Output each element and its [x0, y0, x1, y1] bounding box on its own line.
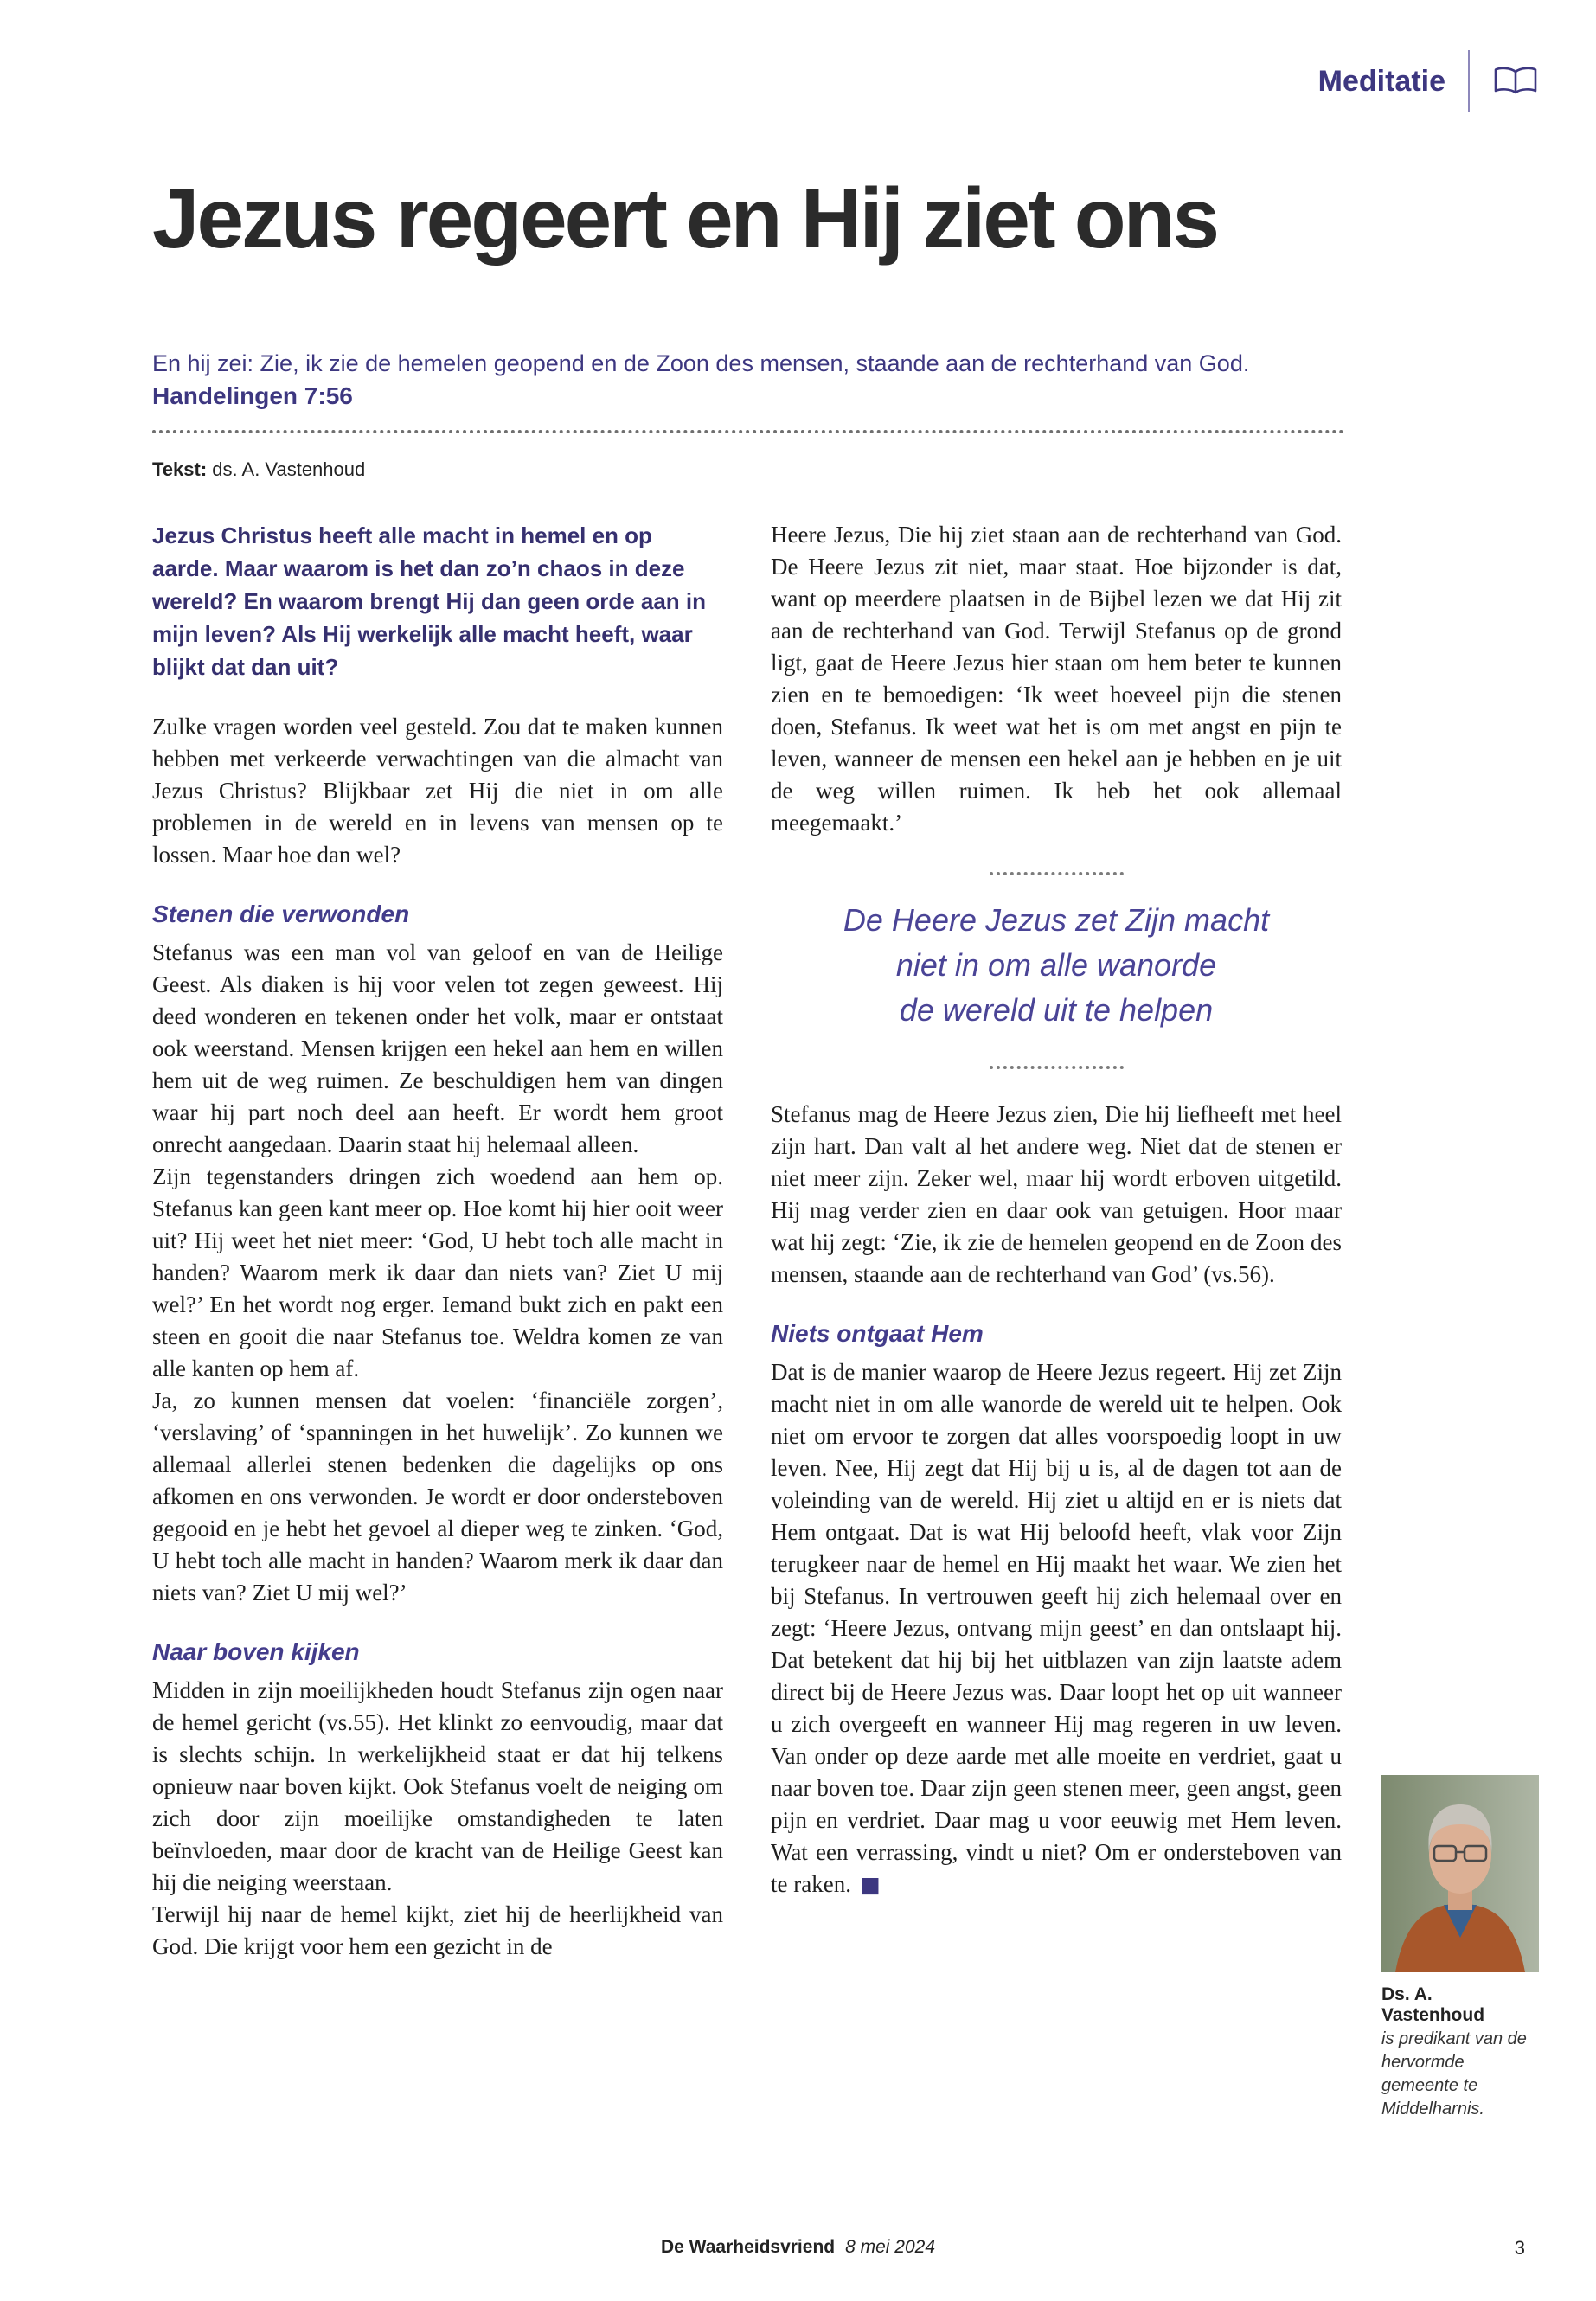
verse-block	[152, 348, 1346, 410]
page-header	[1318, 50, 1539, 112]
pull-quote-line: de wereld uit te helpen	[899, 992, 1214, 1028]
pull-quote	[771, 898, 1342, 1033]
page-footer	[0, 2237, 1596, 2258]
footer-magazine-title: De Waarheidsvriend	[660, 2237, 836, 2257]
paragraph: Zulke vragen worden veel gesteld. Zou dat te maken kunnen hebben met verkeerde verwachtingen van die almacht van Jezus Christus? Blijkbaar zet Hij die niet in om alle problemen in de wereld en in levens van mensen op te lossen. Maar hoe dan wel?	[152, 714, 723, 868]
dotted-rule	[152, 430, 1344, 433]
quote-dots-bottom	[990, 1066, 1124, 1069]
author-name: Ds. A. Vastenhoud	[1381, 1984, 1485, 2025]
paragraph: Ja, zo kunnen mensen dat voelen: ‘financiële zorgen’, ‘verslaving’ of ‘spanningen in het huwelijk’. Zo kunnen we allemaal allerlei stenen bedenken die dagelijks op ons afkomen en ons verwonden. Je wordt er door ondersteboven gegooid en je hebt het gevoel al dieper weg te zinken. ‘God, U hebt toch alle macht in handen? Waarom merk ik daar dan niets van? Ziet U mij wel?’	[152, 1388, 723, 1606]
right-column	[771, 519, 1342, 1963]
quote-dots-top	[990, 872, 1124, 875]
section-label: Meditatie	[1317, 64, 1445, 98]
footer-date: 8 mei 2024	[845, 2237, 936, 2257]
header-divider	[1468, 50, 1470, 112]
byline-label: Tekst:	[152, 458, 208, 480]
author-photo	[1381, 1775, 1539, 1972]
paragraph: Midden in zijn moeilijkheden houdt Stefanus zijn ogen naar de hemel gericht (vs.55). Het klinkt zo eenvoudig, maar dat is slechts schijn. In werkelijkheid staat er dat hij telkens opnieuw naar boven kijkt. Ook Stefanus voelt de neiging om zich door zijn moeilijke omstandigheden te laten beïnvloeden, maar door de kracht van de Heilige Geest kan hij die neiging weerstaan.	[152, 1677, 723, 1895]
subheading-niets-ontgaat-hem: Niets ontgaat Hem	[771, 1320, 984, 1347]
lead-paragraph: Jezus Christus heeft alle macht in hemel en op aarde. Maar waarom is het dan zo’n chaos in deze wereld? En waarom brengt Hij dan geen orde aan in mijn leven? Als Hij werkelijk alle macht heeft, waar blijkt dat dan uit?	[152, 522, 707, 680]
left-column	[152, 519, 723, 1963]
paragraph: Stefanus was een man vol van geloof en van de Heilige Geest. Als diaken is hij voor velen tot zegen geweest. Hij deed wonderen en tekenen onder het volk, maar er ontstaat ook weerstand. Mensen krijgen een hekel aan hem en willen hem uit de weg ruimen. Ze beschuldigen hem van dingen waar hij part noch deel aan heeft. Er wordt hem groot onrecht aangedaan. Daarin staat hij helemaal alleen.	[152, 939, 723, 1157]
end-mark: ■	[859, 1872, 881, 1897]
paragraph: Heere Jezus, Die hij ziet staan aan de rechterhand van God. De Heere Jezus zit niet, maar staat. Hoe bijzonder is dat, want op meerdere plaatsen in de Bijbel lezen we dat Hij zit aan de rechterhand van God. Terwijl Stefanus op de grond ligt, gaat de Heere Jezus hier staan om hem beter te kunnen zien en te bemoedigen: ‘Ik weet hoeveel pijn die stenen doen, Stefanus. Ik weet wat het is om met angst en pijn te leven, wanneer de mensen een hekel aan je hebben en je uit de weg willen ruimen. Ik heb het ook allemaal meegemaakt.’	[771, 522, 1342, 836]
article-body	[152, 519, 1342, 1963]
byline-name: ds. A. Vastenhoud	[207, 458, 366, 480]
byline	[152, 458, 365, 481]
paragraph: Stefanus mag de Heere Jezus zien, Die hij liefheeft met heel zijn hart. Dan valt al het andere weg. Niet dat de stenen er niet meer zijn. Zeker wel, maar hij wordt erboven uitgetild. Hij mag verder zien en daar ook van getuigen. Hoor maar wat hij zegt: ‘Zie, ik zie de hemelen geopend en de Zoon des mensen, staande aan de rechterhand van God’ (vs.56).	[771, 1101, 1342, 1287]
verse-reference: Handelingen 7:56	[152, 382, 353, 409]
author-box	[1381, 1775, 1539, 2121]
paragraph: Terwijl hij naar de hemel kijkt, ziet hij de heerlijkheid van God. Die krijgt voor hem een gezicht in de	[152, 1901, 723, 1959]
open-book-icon	[1492, 66, 1539, 97]
page-number: 3	[1514, 2237, 1525, 2259]
footer-center	[0, 2237, 1596, 2258]
paragraph: Zijn tegenstanders dringen zich woedend aan hem op. Stefanus kan geen kant meer op. Hoe komt hij hier ooit weer uit? Hij weet het niet meer: ‘God, U hebt toch alle macht in handen? Waarom merk ik daar dan niets van? Ziet U mij wel?’ En het wordt nog erger. Iemand bukt zich en pakt een steen en gooit die naar Stefanus toe. Weldra komen ze van alle kanten op hem af.	[152, 1163, 723, 1381]
pull-quote-line: niet in om alle wanorde	[895, 947, 1217, 983]
pull-quote-line: De Heere Jezus zet Zijn macht	[843, 902, 1270, 938]
paragraph-text: Dat is de manier waarop de Heere Jezus regeert. Hij zet Zijn macht niet in om alle wanorde de wereld uit te helpen. Ook niet om ervoor te zorgen dat alles voorspoedig loopt in uw leven. Nee, Hij zegt dat Hij bij u is, al de dagen tot aan de voleinding van de wereld. Hij ziet u altijd en er is niets dat Hem ontgaat. Dat is wat Hij beloofd heeft, vlak voor Zijn terugkeer naar de hemel en Hij maakt het waar. We zien het bij Stefanus. In vertrouwen geeft hij zich helemaal over en zegt: ‘Heere Jezus, ontvang mijn geest’ en dan ontslaapt hij. Dat betekent dat hij bij het uitblazen van zijn laatste adem direct bij de Heere Jezus was. Daar loopt het op uit wanneer u zich overgeeft en wanneer Hij mag regeren in uw leven. Van onder op deze aarde met alle moeite en verdriet, gaat u naar boven toe. Daar zijn geen stenen meer, geen angst, geen pijn en verdriet. Daar mag u voor eeuwig met Hem leven. Wat een verrassing, vindt u niet? Om er ondersteboven van te raken.	[771, 1359, 1342, 1897]
author-bio: is predikant van de hervormde gemeente te Middelharnis.	[1381, 2029, 1527, 2118]
subheading-stenen-die-verwonden: Stenen die verwonden	[152, 901, 410, 927]
verse-text: En hij zei: Zie, ik zie de hemelen geopend en de Zoon des mensen, staande aan de rechterhand van God.	[152, 350, 1250, 376]
article-title: Jezus regeert en Hij ziet ons	[152, 170, 1217, 266]
paragraph	[771, 1356, 1342, 1900]
subheading-naar-boven-kijken: Naar boven kijken	[152, 1638, 360, 1665]
